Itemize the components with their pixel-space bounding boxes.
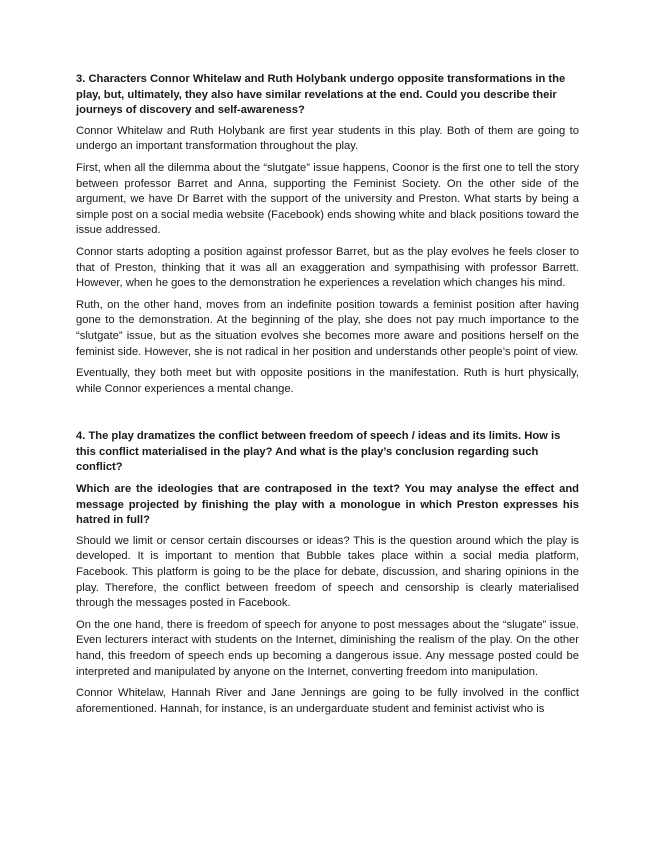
answer-3-paragraph-3: Connor starts adopting a position against professor Barret, but as the play evolves he feels closer to that of Preston, thinking that it was all an exaggeration and sympathising with professor Barrett. However, when he goes to the demonstration he experiences a revelation which changes his mind. [76, 245, 579, 290]
answer-4-paragraph-3: Connor Whitelaw, Hannah River and Jane Jennings are going to be fully involved in the conflict aforementioned. Hannah, for instance, is an undergarduate student and feminist activist who is [76, 687, 579, 715]
answer-4-paragraph-2: On the one hand, there is freedom of speech for anyone to post messages about the “slugate” issue. Even lecturers interact with students on the Internet, diminishing the realism of the play. On the other hand, this freedom of speech ends up becoming a dangerous issue. Any message posted could be interpreted and manipulated by anyone on the Internet, converting freedom into manipulation. [76, 618, 579, 678]
answer-4-paragraph-1: Should we limit or censor certain discourses or ideas? This is the question around which the play is developed. It is important to mention that Bubble takes place within a social media platform, Facebook. This platform is going to be the place for debate, discussion, and sharing opinions in the play. Therefore, the conflict between freedom of speech and censorship is clearly materialised through the messages posted in Facebook. [76, 534, 579, 610]
document-page [76, 72, 579, 723]
question-3-heading: 3. Characters Connor Whitelaw and Ruth Holybank undergo opposite transformations in the play, but, ultimately, they also have similar revelations at the end. Could you describe their journeys of discovery and self-awareness? [76, 73, 566, 117]
answer-3-paragraph-5: Eventually, they both meet but with opposite positions in the manifestation. Ruth is hurt physically, while Connor experiences a mental change. [76, 367, 579, 395]
answer-3-paragraph-2: First, when all the dilemma about the “slutgate” issue happens, Coonor is the first one to tell the story between professor Barret and Anna, supporting the Feminist Society. On the other side of the argument, we have Dr Barret with the support of the university and Preston. What starts by being a simple post on a social media website (Facebook) ends showing white and black positions toward the issue addressed. [76, 161, 579, 237]
question-4-heading: 4. The play dramatizes the conflict between freedom of speech / ideas and its limits. How is this conflict materialised in the play? And what is the play’s conclusion regarding such conflict? [76, 430, 561, 474]
question-4-subheading: Which are the ideologies that are contraposed in the text? You may analyse the effect and message projected by finishing the play with a monologue in which Preston expresses his hatred in full? [76, 483, 579, 527]
section-spacer [76, 403, 579, 429]
answer-3-paragraph-4: Ruth, on the other hand, moves from an indefinite position towards a feminist position after having gone to the demonstration. At the beginning of the play, she does not pay much importance to the “slutgate” issue, but as the situation evolves she becomes more aware and positions herself on the feminist side. However, she is not radical in her position and understands other people’s point of view. [76, 298, 579, 358]
answer-3-paragraph-1: Connor Whitelaw and Ruth Holybank are first year students in this play. Both of them are going to undergo an important transformation throughout the play. [76, 124, 579, 153]
